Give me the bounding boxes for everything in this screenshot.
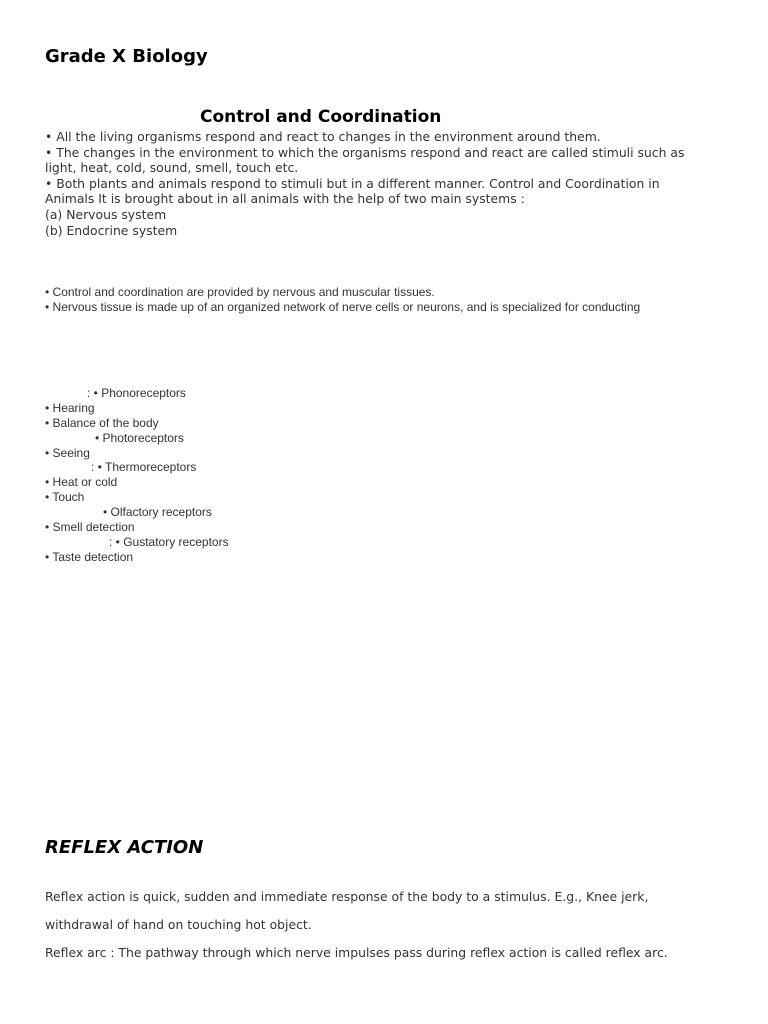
- page-title: Grade X Biology: [45, 46, 208, 67]
- reflex-action-heading: REFLEX ACTION: [45, 837, 204, 858]
- intro-line: light, heat, cold, sound, smell, touch etc.: [45, 160, 299, 176]
- intro-line: (a) Nervous system: [45, 206, 167, 222]
- receptor-list: [45, 386, 229, 565]
- receptor-heading: : • Phonoreceptors: [87, 386, 186, 400]
- receptor-item: • Heat or cold: [45, 475, 118, 490]
- receptor-heading: : • Gustatory receptors: [109, 534, 229, 549]
- tissue-text-block: [45, 285, 640, 315]
- section-title: Control and Coordination: [200, 107, 442, 127]
- receptor-item: • Hearing: [45, 400, 95, 415]
- receptor-heading: : • Thermoreceptors: [91, 460, 197, 475]
- tissue-line: • Control and coordination are provided by nervous and muscular tissues.: [45, 285, 435, 299]
- intro-line: • Both plants and animals respond to stimuli but in a different manner. Control and Coordination in: [45, 175, 660, 191]
- receptor-heading: • Photoreceptors: [95, 430, 184, 445]
- intro-line: • The changes in the environment to which the organisms respond and react are called stimuli such as: [45, 144, 685, 160]
- receptor-item: • Balance of the body: [45, 415, 159, 430]
- reflex-text-block: [45, 883, 668, 967]
- intro-line: Animals It is brought about in all animals with the help of two main systems :: [45, 191, 525, 207]
- intro-text-block: [45, 129, 735, 238]
- receptor-item: • Touch: [45, 490, 85, 505]
- receptor-item: • Smell detection: [45, 520, 135, 535]
- receptor-item: • Seeing: [45, 445, 90, 460]
- receptor-heading: • Olfactory receptors: [103, 505, 212, 520]
- intro-line: • All the living organisms respond and react to changes in the environment around them.: [45, 129, 601, 144]
- intro-line: (b) Endocrine system: [45, 222, 178, 238]
- tissue-line: • Nervous tissue is made up of an organized network of nerve cells or neurons, and is specialized for conducting: [45, 300, 641, 314]
- reflex-line: withdrawal of hand on touching hot object.: [45, 917, 312, 932]
- reflex-line: Reflex arc : The pathway through which nerve impulses pass during reflex action is called reflex arc.: [45, 945, 668, 960]
- reflex-line: Reflex action is quick, sudden and immediate response of the body to a stimulus. E.g., Knee jerk,: [45, 889, 649, 904]
- receptor-item: • Taste detection: [45, 549, 134, 564]
